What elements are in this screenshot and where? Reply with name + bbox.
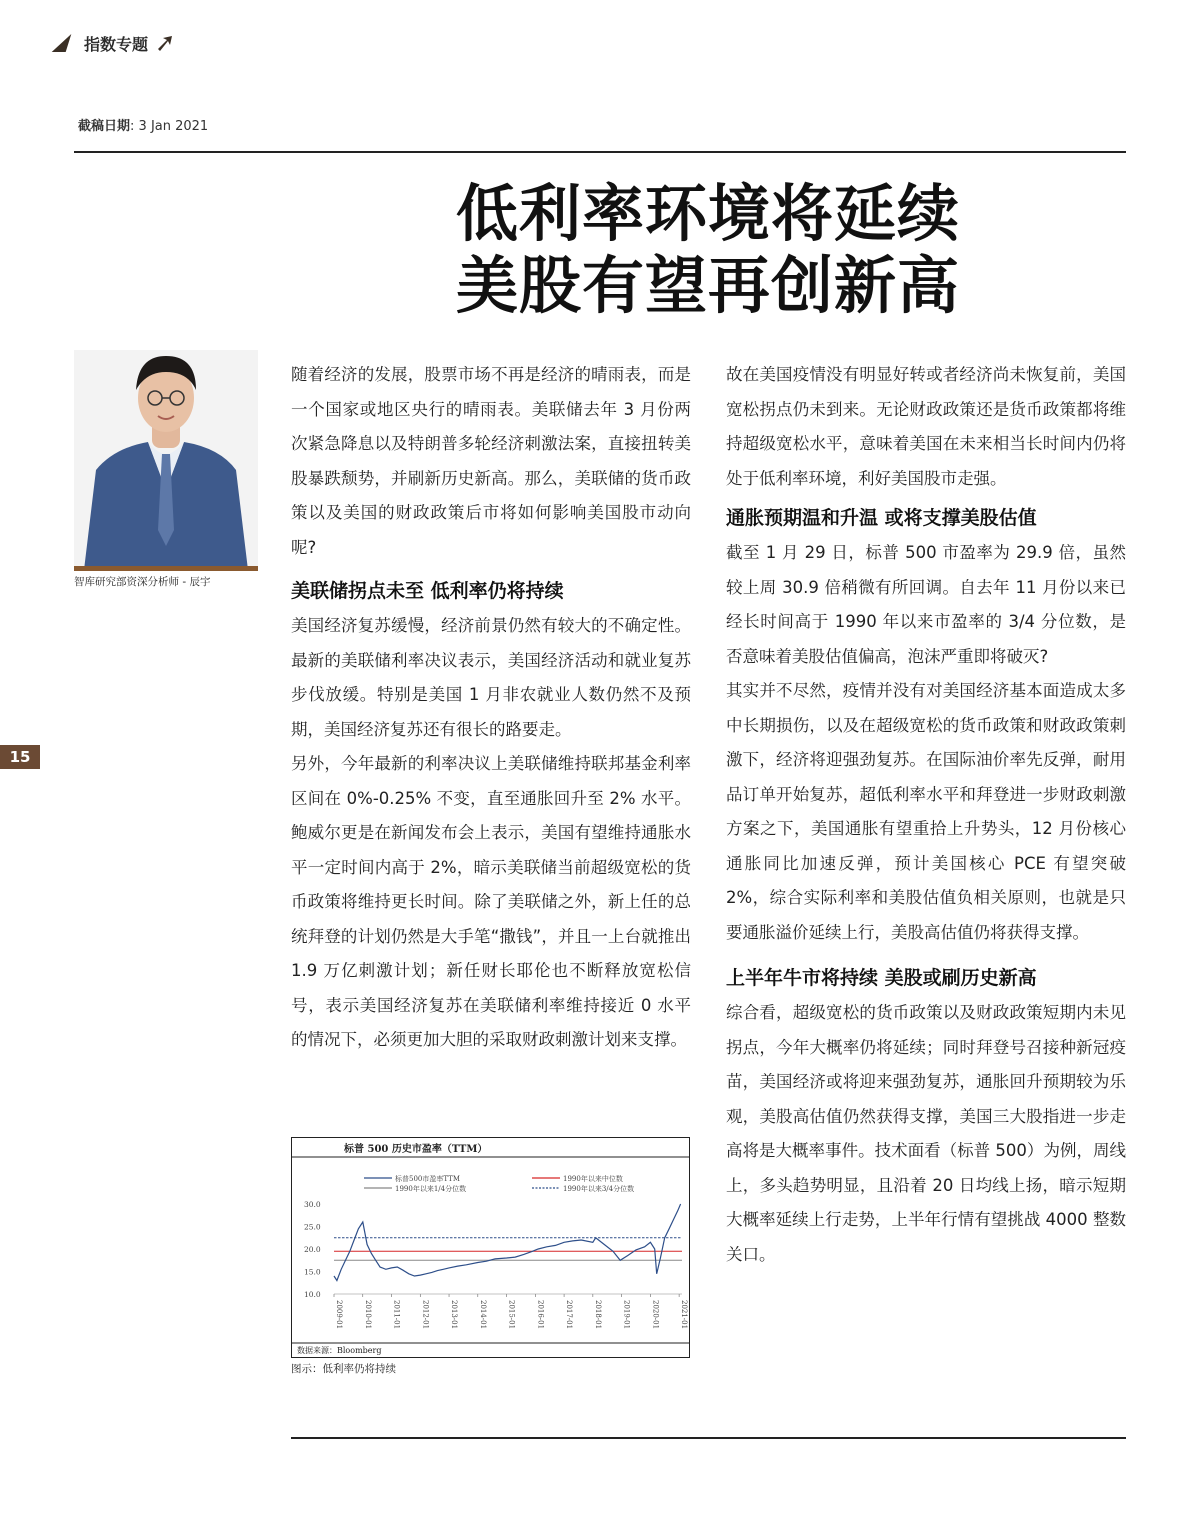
x-tick-label-10: 2019-01 (622, 1300, 631, 1330)
date-value: 3 Jan 2021 (138, 119, 209, 134)
x-tick-label-1: 2010-01 (363, 1300, 372, 1330)
top-rule (74, 151, 1126, 153)
x-tick-label-3: 2012-01 (421, 1300, 430, 1330)
subheading-3: 上半年牛市将持续 美股或刷历史新高 (726, 967, 1037, 989)
paragraph-2: 另外，今年最新的利率决议上美联储维持联邦基金利率区间在 0%-0.25% 不变，直至通胀回升至 2% 水平。鲍威尔更是在新闻发布会上表示，美国有望维持通胀水平一定时间内高于 2%，暗示美联储当前超级宽松的货币政策将维持更长时间。除了美联储之外，新上任的总统拜登的计划仍然是大手笔“撒钱”，并且一上台就推出 1.9 万亿刺激计划；新任财长耶伦也不断释放宽松信号，表示美国经济复苏在美联储利率维持接近 0 水平的情况下，必须更加大胆的采取财政刺激计划来支撑。 (291, 754, 691, 1049)
figure-caption: 图示：低利率仍将持续 (291, 1363, 396, 1375)
paragraph-3: 故在美国疫情没有明显好转或者经济尚未恢复前，美国宽松拐点仍未到来。无论财政政策还是货币政策都将维持超级宽松水平，意味着美国在未来相当长时间内仍将处于低利率环境，利好美国股市走强。 (726, 365, 1126, 488)
x-tick-label-9: 2018-01 (593, 1300, 602, 1330)
arrow-up-right-icon (156, 34, 174, 52)
bottom-rule (291, 1437, 1126, 1439)
chart-title: 标普 500 历史市盈率（TTM） (344, 1144, 488, 1155)
pe-chart-figure (291, 1137, 690, 1358)
x-tick-label-0: 2009-01 (335, 1300, 343, 1330)
author-photo (74, 350, 258, 570)
date-label: 截稿日期 (78, 119, 131, 134)
x-tick-label-5: 2014-01 (478, 1300, 487, 1330)
x-tick-label-2: 2011-01 (392, 1300, 401, 1330)
paragraph-1: 美国经济复苏缓慢，经济前景仍然有较大的不确定性。最新的美联储利率决议表示，美国经济活动和就业复苏步伐放缓。特别是美国 1 月非农就业人数仍然不及预期，美国经济复苏还有很长的路要走。 (291, 616, 691, 739)
y-tick-label-2: 20.0 (304, 1245, 321, 1254)
pe-chart (292, 1138, 689, 1357)
y-tick-label-4: 10.0 (304, 1290, 321, 1299)
paragraph-6: 综合看，超级宽松的货币政策以及财政政策短期内未见拐点，今年大概率仍将延续；同时拜登号召接种新冠疫苗，美国经济或将迎来强劲复苏，通胀回升预期较为乐观，美股高估值仍然获得支撑，美国三大股指进一步走高将是大概率事件。技术面看（标普 500）为例，周线上，多头趋势明显，且沿着 20 日均线上扬，暗示短期大概率延续上行走势，上半年行情有望挑战 4000 整数关口。 (726, 1003, 1126, 1264)
photo-accent-bar (74, 566, 258, 571)
section-name: 指数专题 (84, 34, 149, 54)
legend-label-1: 1990年以来1/4分位数 (395, 1185, 467, 1193)
x-tick-label-4: 2013-01 (450, 1300, 459, 1330)
date-separator: : (130, 119, 135, 134)
title-line-2: 美股有望再创新高 (456, 249, 961, 322)
column-left (291, 358, 691, 1058)
chart-axes (304, 1200, 688, 1329)
y-tick-label-3: 15.0 (304, 1267, 321, 1277)
x-tick-label-6: 2015-01 (507, 1300, 516, 1330)
x-tick-label-8: 2017-01 (565, 1300, 574, 1330)
deadline-date (78, 115, 208, 134)
legend-label-2: 1990年以来中位数 (563, 1175, 623, 1183)
article-title (456, 178, 960, 322)
column-right (726, 358, 1126, 1272)
title-line-1: 低利率环境将延续 (456, 177, 961, 250)
intro-paragraph: 随着经济的发展，股票市场不再是经济的晴雨表，而是一个国家或地区央行的晴雨表。美联储去年 3 月份两次紧急降息以及特朗普多轮经济刺激法案，直接扭转美股暴跌颓势，并刷新历史新高。那么，美联储的货币政策以及美国的财政政策后市将如何影响美国股市动向呢? (291, 365, 691, 557)
y-tick-label-0: 30.0 (304, 1200, 321, 1209)
chart-source: 数据来源：Bloomberg (297, 1346, 382, 1355)
legend-label-3: 1990年以来3/4分位数 (563, 1185, 635, 1193)
legend-label-0: 标普500市盈率TTM (395, 1175, 460, 1183)
author-caption: 智库研究部资深分析师 - 辰宇 (74, 576, 211, 588)
chart-legend (364, 1174, 634, 1193)
chart-marks (334, 1204, 682, 1281)
y-tick-label-1: 25.0 (304, 1222, 321, 1232)
subheading-2: 通胀预期温和升温 或将支撑美股估值 (726, 507, 1037, 529)
section-tag (58, 30, 174, 56)
author-portrait-illustration (74, 350, 258, 570)
paragraph-4: 截至 1 月 29 日，标普 500 市盈率为 29.9 倍，虽然较上周 30.9 倍稍微有所回调。自去年 11 月份以来已经长时间高于 1990 年以来市盈率的 3/4 分位数，是否意味着美股估值偏高，泡沫严重即将破灭? (726, 543, 1126, 666)
x-tick-label-11: 2020-01 (651, 1300, 660, 1330)
slash-icon (52, 34, 79, 52)
x-tick-label-7: 2016-01 (536, 1300, 545, 1330)
paragraph-5: 其实并不尽然，疫情并没有对美国经济基本面造成太多中长期损伤，以及在超级宽松的货币政策和财政政策刺激下，经济将迎强劲复苏。在国际油价率先反弹，耐用品订单开始复苏，超低利率水平和拜登进一步财政刺激方案之下，美国通胀有望重拾上升势头，12 月份核心通胀同比加速反弹，预计美国核心 PCE 有望突破 2%，综合实际利率和美股估值负相关原则，也就是只要通胀溢价延续上行，美股高估值仍将获得支撑。 (726, 681, 1126, 942)
pe-series-line (334, 1204, 681, 1281)
subheading-1: 美联储拐点未至 低利率仍将持续 (291, 580, 564, 602)
x-tick-label-12: 2021-01 (680, 1300, 689, 1330)
page-number: 15 (0, 745, 40, 769)
